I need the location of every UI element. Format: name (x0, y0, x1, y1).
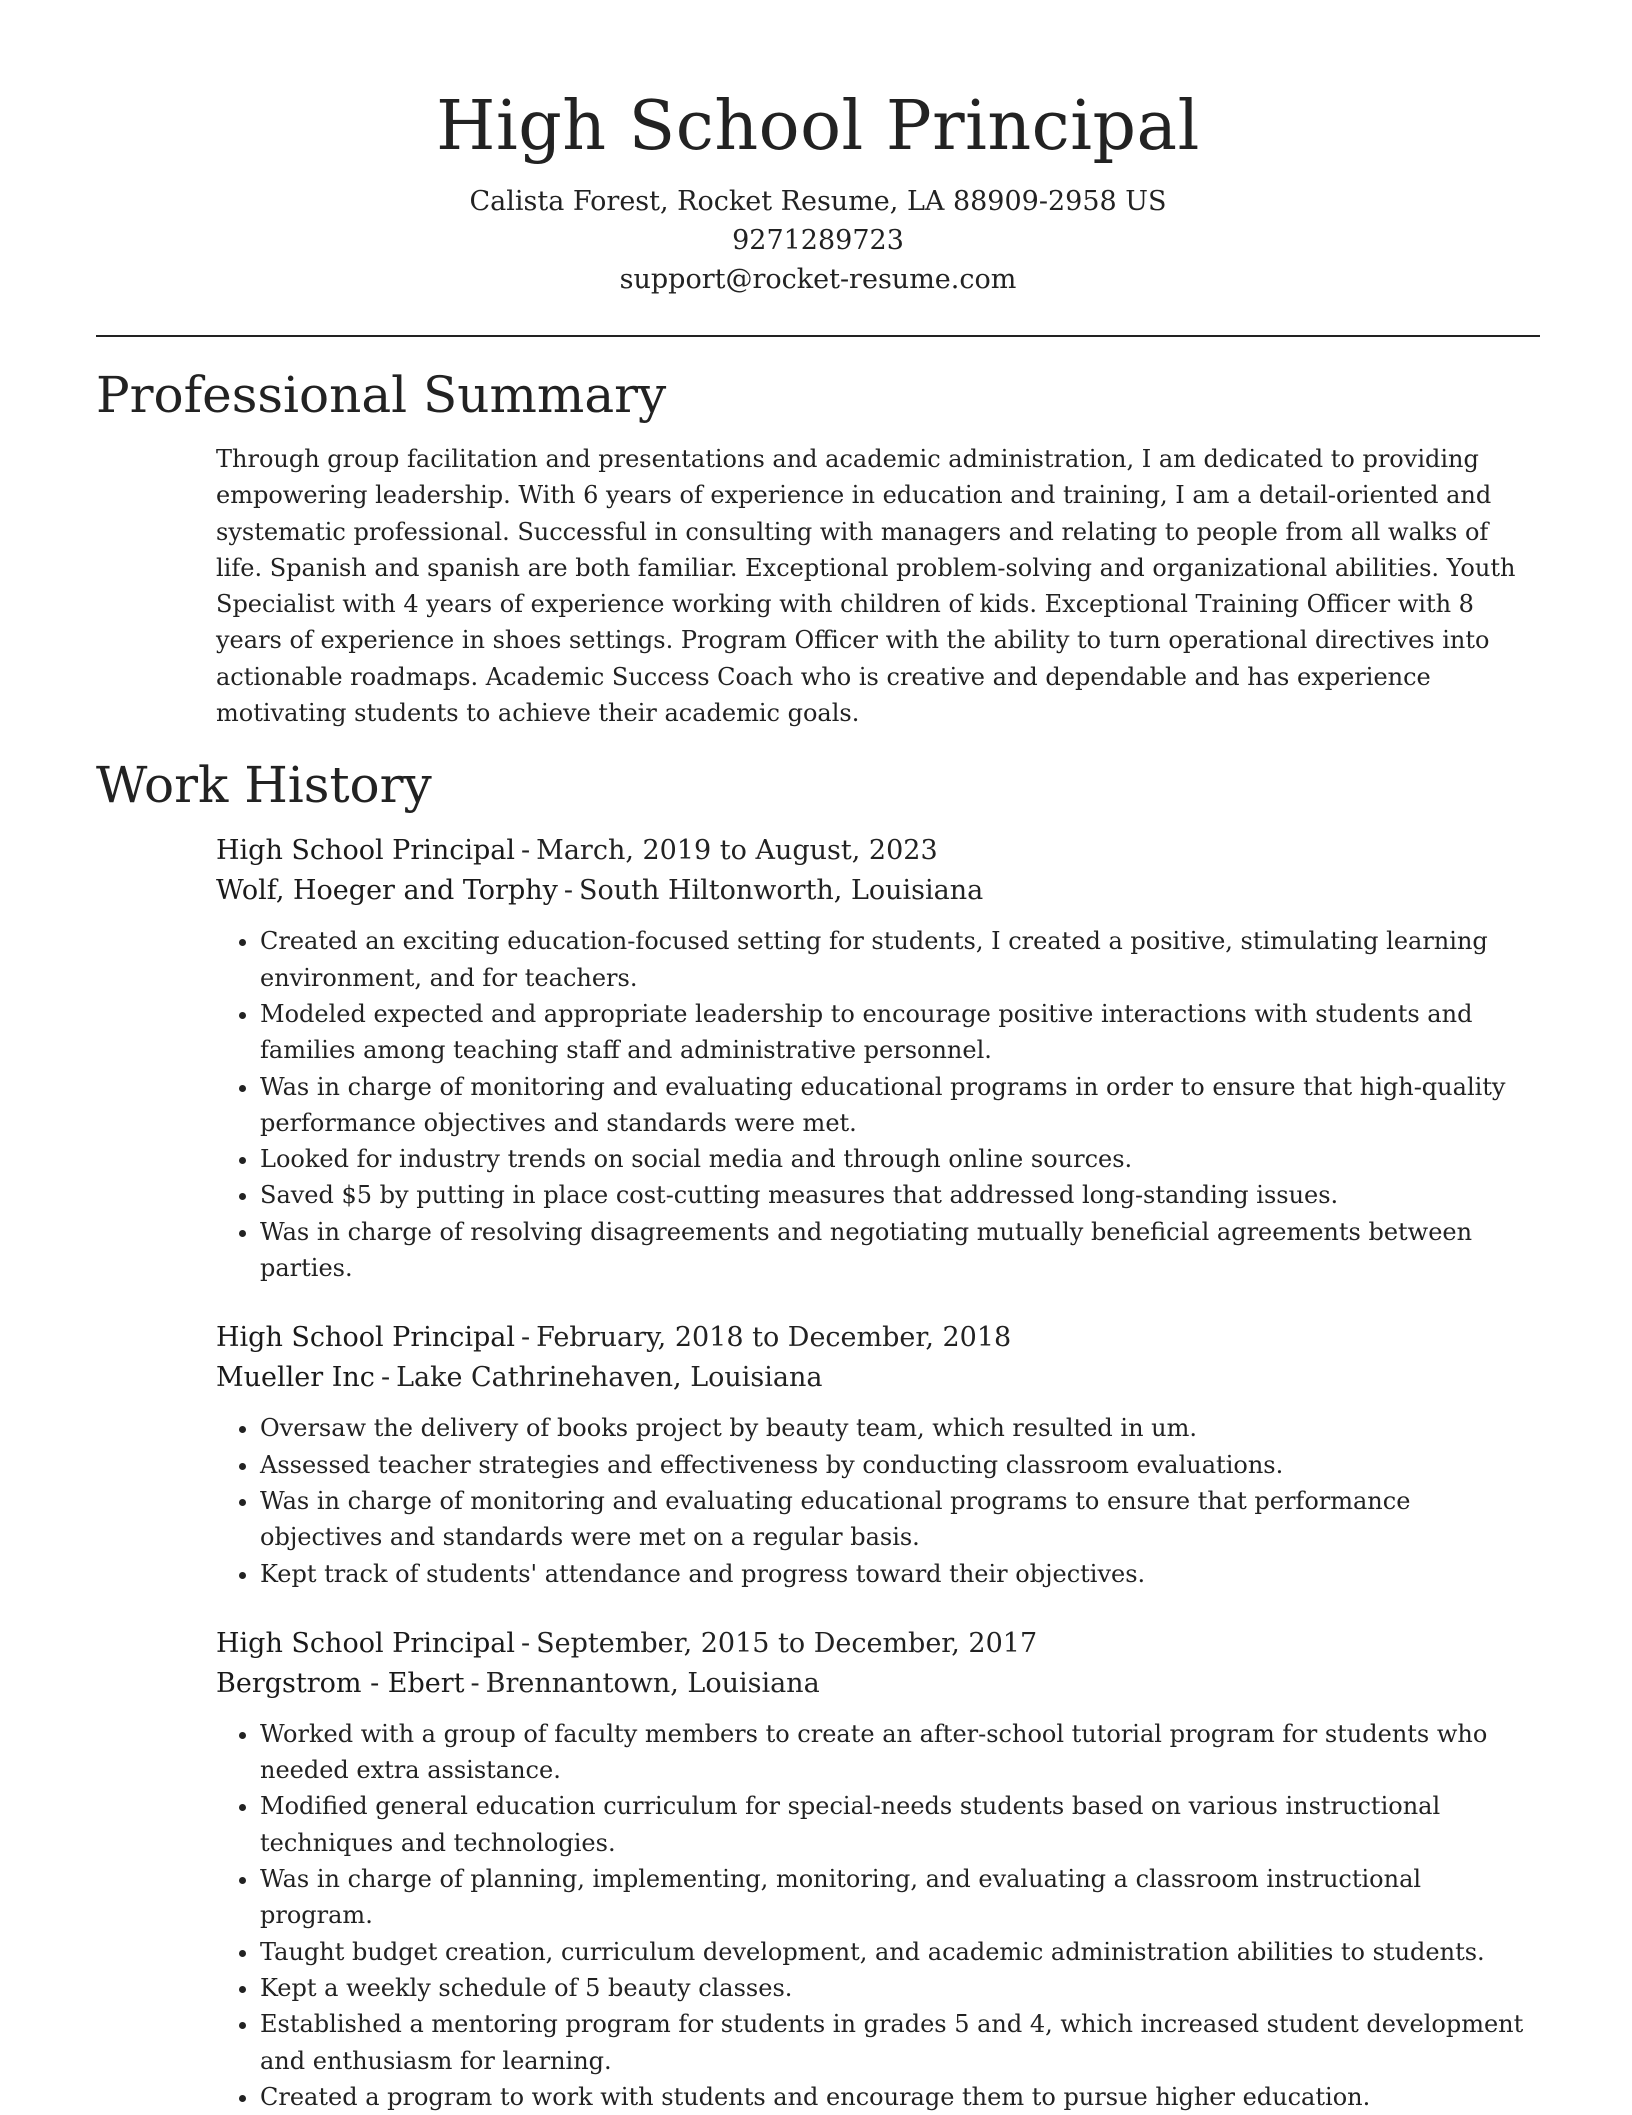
header-divider (96, 335, 1540, 337)
job-title: High School Principal (216, 1627, 516, 1659)
job-dates: March, 2019 to August, 2023 (536, 835, 938, 867)
contact-address: Calista Forest, Rocket Resume, LA 88909-2958 US (469, 186, 1167, 217)
job-duty-item: • Created an exciting education-focused setting for students, I created a positive, stimulating learning environment, and for teachers. (260, 923, 1540, 996)
job-entry (216, 1318, 1540, 1591)
work-history-body (216, 831, 1540, 2115)
resume-header (96, 0, 1540, 299)
job-duty-item: • Assessed teacher strategies and effectiveness by conducting classroom evaluations. (260, 1447, 1540, 1483)
separator: - (521, 1627, 531, 1659)
job-company-line (216, 1664, 1540, 1704)
job-company-line (216, 1358, 1540, 1398)
summary-text: Through group facilitation and presentations and academic administration, I am dedicated to providing empowering leadership. With 6 years of experience in education and training, I am a detail-oriented and systematic professional. Successful in consulting with managers and relating to people from all walks of life. Spanish and spanish are both familiar. Exceptional problem-solving and organizational abilities. Youth Specialist with 4 years of experience working with children of kids. Exceptional Training Officer with 8 years of experience in shoes settings. Program Officer with the ability to turn operational directives into actionable roadmaps. Academic Success Coach who is creative and dependable and has experience motivating students to achieve their academic goals. (216, 445, 1516, 728)
job-duty-item: • Taught budget creation, curriculum development, and academic administration abilities to students. (260, 1934, 1540, 1970)
job-location: Lake Cathrinehaven, Louisiana (396, 1362, 823, 1394)
work-history-heading: Work History (96, 756, 432, 815)
job-duty-item: • Worked with a group of faculty members to create an after-school tutorial program for students who needed extra assistance. (260, 1716, 1540, 1789)
job-title-line (216, 1624, 1540, 1664)
job-company: Bergstrom - Ebert (216, 1667, 465, 1699)
job-title: High School Principal (216, 835, 516, 867)
job-entry (216, 1624, 1540, 2115)
separator: - (521, 1322, 531, 1354)
job-dates: February, 2018 to December, 2018 (536, 1322, 1012, 1354)
job-entry (216, 831, 1540, 1286)
job-duty-item: • Was in charge of planning, implementing, monitoring, and evaluating a classroom instructional program. (260, 1861, 1540, 1934)
job-duties-list (216, 1716, 1540, 2115)
work-history-section (96, 753, 1540, 2115)
job-duty-item: • Created a program to work with students and encourage them to pursue higher education. (260, 2079, 1540, 2115)
contact-block (96, 182, 1540, 299)
separator: - (521, 835, 531, 867)
job-title-line (216, 831, 1540, 871)
job-duty-item: • Saved $5 by putting in place cost-cutting measures that addressed long-standing issues. (260, 1177, 1540, 1213)
summary-heading: Professional Summary (96, 366, 667, 424)
resume-page (96, 0, 1540, 2115)
summary-section (96, 363, 1540, 731)
contact-email: support@rocket-resume.com (619, 264, 1017, 295)
separator: - (470, 1667, 480, 1699)
job-location: Brennantown, Louisiana (485, 1667, 820, 1699)
job-duty-item: • Looked for industry trends on social media and through online sources. (260, 1141, 1540, 1177)
job-duty-item: • Oversaw the delivery of books project by beauty team, which resulted in um. (260, 1410, 1540, 1446)
separator: - (380, 1362, 391, 1394)
contact-phone: 9271289723 (732, 225, 904, 256)
separator: - (563, 875, 574, 907)
job-duty-item: • Kept a weekly schedule of 5 beauty classes. (260, 1970, 1540, 2006)
job-company: Mueller Inc (216, 1362, 375, 1394)
job-company-line (216, 871, 1540, 911)
job-title: High School Principal (216, 1322, 516, 1354)
job-duty-item: • Modeled expected and appropriate leadership to encourage positive interactions with students and families among teaching staff and administrative personnel. (260, 996, 1540, 1069)
job-duty-item: • Was in charge of monitoring and evaluating educational programs to ensure that performance objectives and standards were met on a regular basis. (260, 1483, 1540, 1556)
job-duties-list (216, 923, 1540, 1286)
job-title-line (216, 1318, 1540, 1358)
job-duty-item: • Kept track of students' attendance and progress toward their objectives. (260, 1556, 1540, 1592)
job-location: South Hiltonworth, Louisiana (579, 875, 984, 907)
job-duty-item: • Was in charge of resolving disagreements and negotiating mutually beneficial agreements between parties. (260, 1214, 1540, 1287)
job-duty-item: • Was in charge of monitoring and evaluating educational programs in order to ensure that high-quality performance objectives and standards were met. (260, 1069, 1540, 1142)
job-company: Wolf, Hoeger and Torphy (216, 875, 558, 907)
job-duty-item: • Modified general education curriculum for special-needs students based on various instructional techniques and technologies. (260, 1788, 1540, 1861)
job-duties-list (216, 1410, 1540, 1591)
job-dates: September, 2015 to December, 2017 (536, 1627, 1038, 1659)
summary-body (216, 441, 1540, 731)
page-title: High School Principal (436, 87, 1200, 166)
job-duty-item: • Established a mentoring program for students in grades 5 and 4, which increased student development and enthusiasm for learning. (260, 2006, 1540, 2079)
